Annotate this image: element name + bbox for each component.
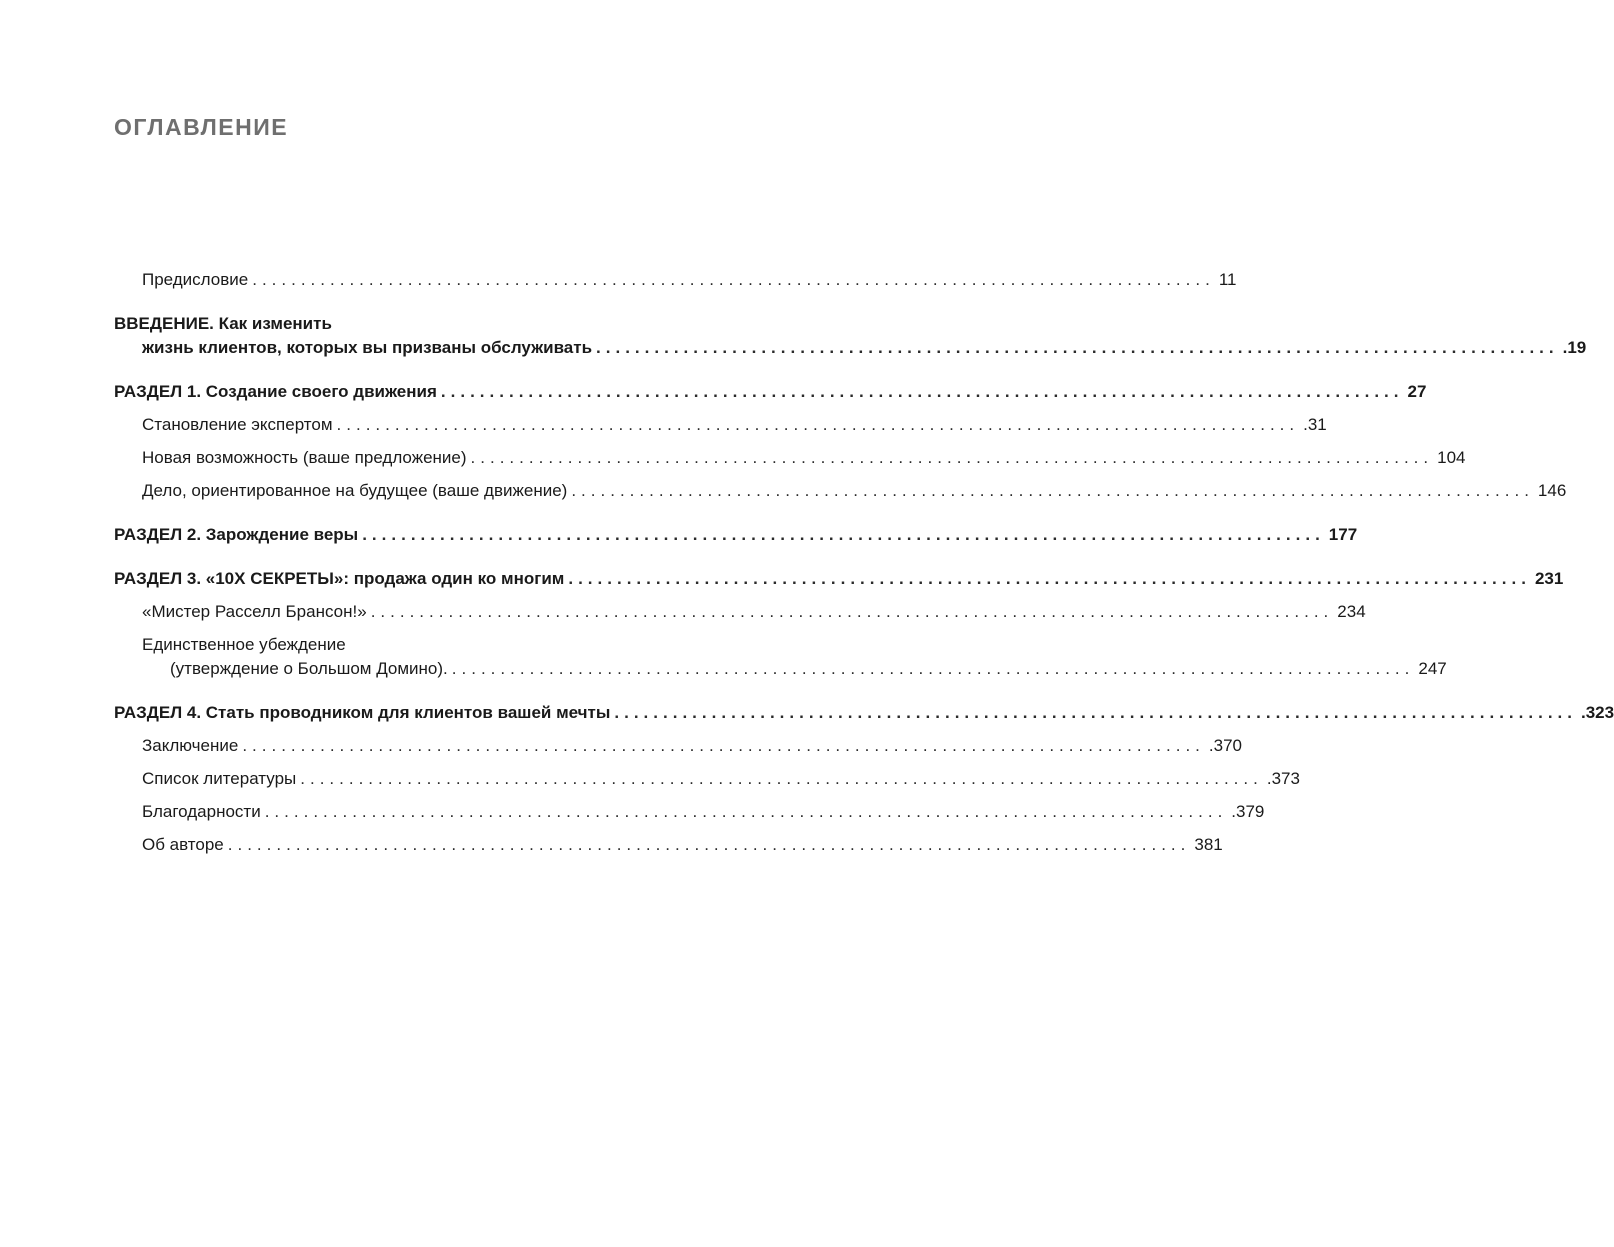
leader-dots: ................................................................................................... [252,270,1215,289]
toc-entry-conclusion[interactable] [114,734,1242,758]
toc-entry-page: .370 [1208,736,1242,755]
toc-entry-part1-ch1[interactable] [114,413,1327,437]
leader-dots: ................................................................................................... [336,415,1300,434]
leader-dots: ................................................................................................... [264,802,1228,821]
toc-entry-page: 11 [1218,270,1237,289]
toc-entry-page: 104 [1437,448,1466,467]
toc-entry-page: 231 [1534,569,1564,588]
toc-entry-part1[interactable] [114,380,1427,404]
toc-entry-title: РАЗДЕЛ 4. Стать проводником для клиентов вашей мечты [114,703,611,722]
leader-dots: ................................................................................................... [440,382,1404,401]
toc-entry-page: .31 [1303,415,1327,434]
toc-entry-title: Об авторе [142,835,224,854]
toc-entry-title: «Мистер Расселл Брансон!» [142,602,367,621]
toc-entry-page: 381 [1194,835,1223,854]
table-of-contents [114,268,1614,857]
toc-entry-title: Дело, ориентированное на будущее (ваше движение) [142,481,568,500]
leader-dots: ................................................................................................... [571,481,1534,500]
leader-dots: ................................................................................................... [614,703,1577,722]
toc-entry-title: Новая возможность (ваше предложение) [142,448,467,467]
leader-dots: ................................................................................................... [227,835,1191,854]
toc-entry-page: .379 [1231,802,1265,821]
toc-entry-title-line1: ВВЕДЕНИЕ. Как изменить [114,314,332,333]
toc-entry-title: Список литературы [142,769,297,788]
toc-entry-title: РАЗДЕЛ 1. Создание своего движения [114,382,437,401]
toc-entry-title: Благодарности [142,802,261,821]
toc-entry-about[interactable] [114,833,1223,857]
leader-dots: ................................................................................................... [362,525,1325,544]
toc-entry-title-line1: Единственное убеждение [142,635,346,654]
toc-entry-page: 27 [1407,382,1427,401]
toc-entry-references[interactable] [114,767,1300,791]
toc-entry-title: Становление экспертом [142,415,333,434]
leader-dots: ................................................................................................... [470,448,1434,467]
toc-entry-part1-ch3[interactable] [114,479,1567,503]
toc-entry-part3[interactable] [114,567,1564,591]
leader-dots: ................................................................................................... [300,769,1263,788]
toc-entry-title: Заключение [142,736,239,755]
toc-entry-part3-ch2[interactable] [114,633,1447,681]
toc-entry-intro[interactable] [114,312,1587,360]
toc-entry-title: Предисловие [142,270,249,289]
toc-entry-page: .323 [1580,703,1614,722]
toc-entry-page: 177 [1328,525,1358,544]
page-title: ОГЛАВЛЕНИЕ [114,114,289,140]
toc-entry-thanks[interactable] [114,800,1265,824]
leader-dots: ................................................................................................... [370,602,1334,621]
leader-dots: ................................................................................................... [568,569,1531,588]
toc-entry-page: .19 [1562,338,1587,357]
toc-entry-part3-ch1[interactable] [114,600,1366,624]
toc-entry-title-line2: (утверждение о Большом Домино). [170,659,448,678]
toc-entry-page: 247 [1418,659,1447,678]
leader-dots: ................................................................................................... [596,338,1559,357]
toc-entry-page: 234 [1337,602,1366,621]
toc-entry-title-line2: жизнь клиентов, которых вы призваны обслуживать [142,338,593,357]
toc-entry-part4[interactable] [114,701,1614,725]
leader-dots: ................................................................................................... [451,659,1415,678]
toc-entry-part1-ch2[interactable] [114,446,1466,470]
leader-dots: ................................................................................................... [242,736,1205,755]
toc-entry-page: 146 [1537,481,1567,500]
toc-entry-part2[interactable] [114,523,1358,547]
toc-entry-title: РАЗДЕЛ 3. «10X СЕКРЕТЫ»: продажа один ко многим [114,569,565,588]
toc-entry-page: .373 [1266,769,1300,788]
toc-entry-title: РАЗДЕЛ 2. Зарождение веры [114,525,359,544]
toc-entry-preface[interactable] [114,268,1237,292]
